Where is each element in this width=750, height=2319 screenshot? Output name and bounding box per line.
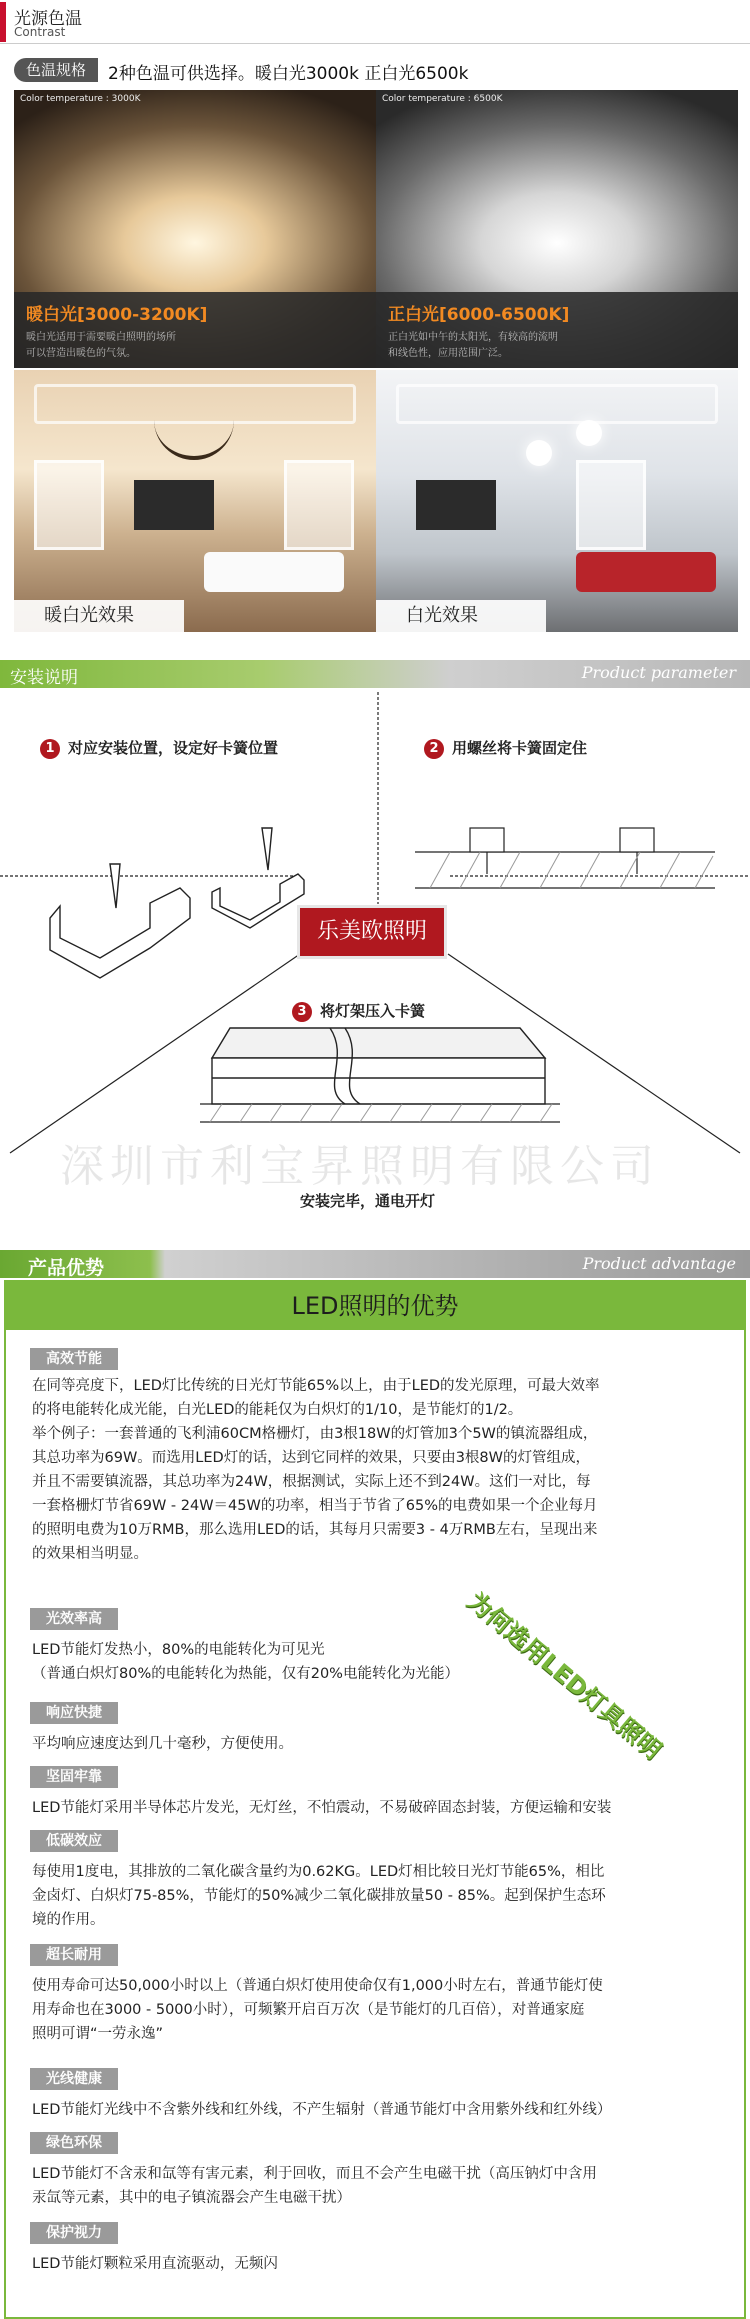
install-step-3 [292, 1000, 425, 1022]
paragraph-line: 平均响应速度达到几十毫秒，方便使用。 [32, 1736, 293, 1752]
paragraph-line: LED节能灯颗粒采用直流驱动，无频闪 [32, 2256, 278, 2272]
advantage-tag: 保护视力 [30, 2222, 118, 2244]
advantage-paragraph [32, 2162, 722, 2210]
warm-title: 暖白光[3000-3200K] [26, 305, 208, 325]
advantage-tag: 光线健康 [30, 2068, 118, 2090]
advantage-tag: 绿色环保 [30, 2132, 118, 2154]
cool-light-panel [376, 90, 738, 368]
install-finish-text: 安装完毕，通电开灯 [300, 1192, 436, 1210]
section-subtitle: Contrast [14, 25, 66, 39]
install-step-1 [40, 737, 278, 759]
pendant-lamp [526, 440, 552, 466]
section-header [0, 0, 750, 44]
brand-logo-box: 乐美欧照明 [297, 905, 447, 959]
advantage-paragraph [32, 1796, 722, 1820]
step-text: 用螺丝将卡簧固定住 [452, 739, 588, 757]
warm-room-label: 暖白光效果 [14, 600, 184, 632]
advantage-frame [4, 1280, 746, 2319]
section-title: 光源色温 [14, 9, 82, 29]
spec-text: 2种色温可供选择。暖白光3000k 正白光6500k [108, 64, 469, 84]
paragraph-line: 的照明电费为10万RMB，那么选用LED的话，其每月只需要3 - 4万RMB左右，呈现出来 [32, 1522, 598, 1538]
advantage-tag: 光效率高 [30, 1608, 118, 1630]
section-title: 产品优势 [28, 1257, 105, 1279]
cool-color-temp-label: Color temperature : 6500K [382, 94, 503, 104]
advantage-tag: 高效节能 [30, 1348, 118, 1370]
paragraph-line: 并且不需要镇流器，其总功率为24W，根据测试，实际上还不到24W。这们一对比，每 [32, 1474, 591, 1490]
paragraph-line: 其总功率为69W。而选用LED灯的话，达到它同样的效果，只要由3根8W的灯管组成， [32, 1450, 590, 1466]
header-accent-bar [0, 2, 6, 42]
step-number-badge: 3 [292, 1002, 312, 1022]
section-title-en: Product advantage [582, 1254, 736, 1273]
advantage-tag: 超长耐用 [30, 1944, 118, 1966]
slogan-text: 为何选用LED灯具照明 [462, 1586, 667, 1765]
paragraph-line: 举个例子：一套普通的飞利浦60CM格栅灯，由3根18W的灯管加3个5W的镇流器组成， [32, 1426, 598, 1442]
paragraph-line: 金卤灯、白炽灯75-85%，节能灯的50%减少二氧化碳排放量50 - 85%。起到保护生态环 [32, 1888, 606, 1904]
chandelier [154, 410, 234, 460]
spec-tag: 色温规格 [14, 58, 98, 82]
paragraph-line: LED节能灯不含汞和氙等有害元素，利于回收，而且不会产生电磁干扰（高压钠灯中含用 [32, 2166, 597, 2182]
step-text: 将灯架压入卡簧 [320, 1002, 426, 1020]
cool-desc-line: 和线色性，应用范围广泛。 [388, 348, 508, 359]
advantage-paragraph [32, 1974, 722, 2046]
advantage-section [0, 1250, 750, 2319]
advantage-tag: 低碳效应 [30, 1830, 118, 1852]
ceiling-trim [396, 384, 718, 424]
section-header [0, 1250, 750, 1278]
step-number-badge: 2 [424, 739, 444, 759]
advantage-paragraph [32, 1374, 722, 1566]
warm-room-image [14, 370, 376, 632]
install-step-2 [424, 737, 587, 759]
paragraph-line: LED节能灯发热小，80%的电能转化为可见光 [32, 1642, 325, 1658]
warm-color-temp-label: Color temperature : 3000K [20, 94, 141, 104]
cool-desc-line: 正白光如中午的太阳光，有较高的流明 [388, 332, 558, 343]
paragraph-line: 使用寿命可达50,000小时以上（普通白炽灯使用使命仅有1,000小时左右，普通节能灯使 [32, 1978, 603, 1994]
sofa [204, 552, 344, 592]
advantage-paragraph [32, 2252, 722, 2276]
step-number-badge: 1 [40, 739, 60, 759]
installation-section [0, 660, 750, 1220]
advantage-paragraph [32, 1860, 722, 1932]
paragraph-line: LED节能灯采用半导体芯片发光，无灯丝，不怕震动，不易破碎固态封装，方便运输和安装 [32, 1800, 612, 1816]
paragraph-line: （普通白炽灯80%的电能转化为热能，仅有20%电能转化为光能） [32, 1666, 459, 1682]
window [576, 460, 646, 550]
paragraph-line: 一套格栅灯节省69W - 24W＝45W的功率，相当于节省了65%的电费如果一个企业每月 [32, 1498, 598, 1514]
paragraph-line: 在同等亮度下，LED灯比传统的日光灯节能65%以上，由于LED的发光原理，可最大效率 [32, 1378, 600, 1394]
company-watermark: 深圳市利宝昇照明有限公司 [60, 1141, 660, 1192]
pendant-lamp [576, 420, 602, 446]
sofa [576, 552, 716, 592]
cool-title: 正白光[6000-6500K] [388, 305, 570, 325]
advantage-tag: 响应快捷 [30, 1702, 118, 1724]
step-text: 对应安装位置，设定好卡簧位置 [68, 739, 279, 757]
section-title: 安装说明 [10, 668, 78, 688]
paragraph-line: 每使用1度电，其排放的二氧化碳含量约为0.62KG。LED灯相比较日光灯节能65%，相比 [32, 1864, 605, 1880]
paragraph-line: 用寿命也在3000 - 5000小时），可频繁开启百万次（是节能灯的几百倍），对普通家庭 [32, 2002, 585, 2018]
paragraph-line: 照明可谓“一劳永逸” [32, 2026, 164, 2042]
advantage-paragraph [32, 1638, 722, 1686]
warm-desc-line: 暖白光适用于需要暖白照明的场所 [26, 332, 176, 343]
paragraph-line: 的将电能转化成光能，白光LED的能耗仅为白炽灯的1/10，是节能灯的1/2。 [32, 1402, 523, 1418]
paragraph-line: 境的作用。 [32, 1912, 105, 1928]
warm-desc-line: 可以营造出暖色的气氛。 [26, 348, 136, 359]
paragraph-line: 汞氙等元素，其中的电子镇流器会产生电磁干扰） [32, 2190, 351, 2206]
section-title-en: Product parameter [581, 663, 736, 682]
section-header [0, 660, 750, 688]
paragraph-line: LED节能灯光线中不含紫外线和红外线，不产生辐射（普通节能灯中含用紫外线和红外线） [32, 2102, 612, 2118]
window [34, 460, 104, 550]
paragraph-line: 的效果相当明显。 [32, 1546, 148, 1562]
advantage-paragraph [32, 2098, 722, 2122]
advantage-banner: LED照明的优势 [6, 1282, 744, 1330]
cool-room-image [376, 370, 738, 632]
cool-info-box [376, 292, 738, 368]
warm-info-box [14, 292, 376, 368]
tv [134, 480, 214, 530]
warm-light-panel [14, 90, 376, 368]
advantage-tag: 坚固牢靠 [30, 1766, 118, 1788]
tv [416, 480, 496, 530]
cool-room-label: 白光效果 [376, 600, 546, 632]
color-temperature-section [0, 0, 750, 640]
window [284, 460, 354, 550]
